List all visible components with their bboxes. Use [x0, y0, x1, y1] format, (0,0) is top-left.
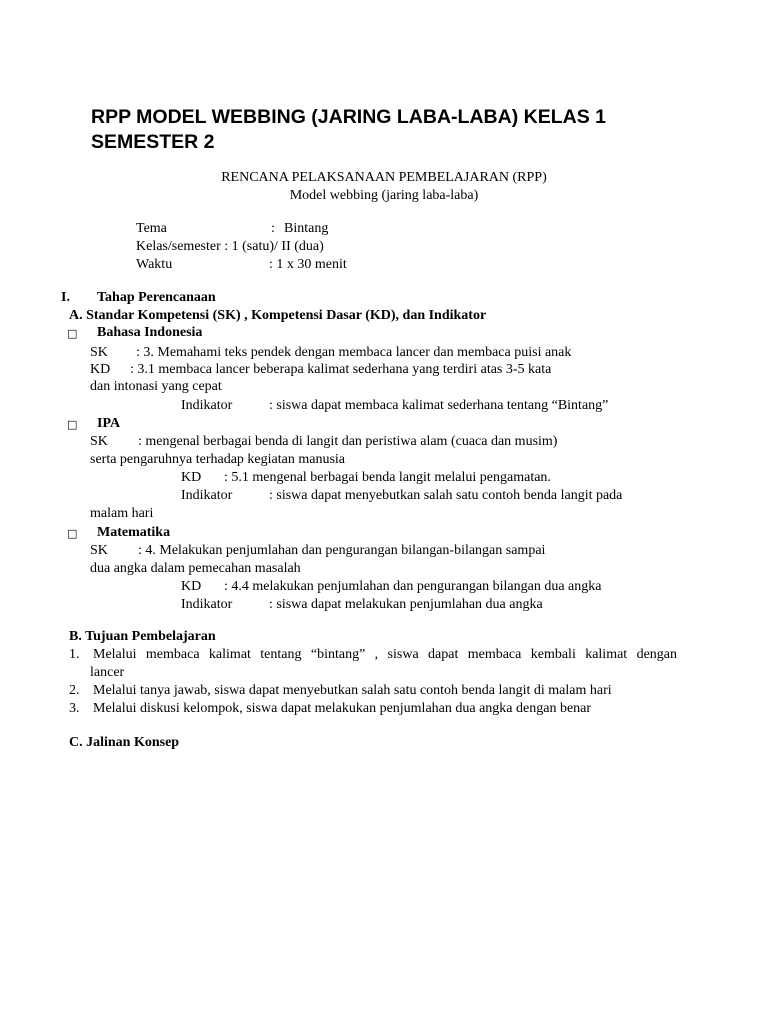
- ipa-indikator-text: : siswa dapat menyebutkan salah satu contoh benda langit pada: [269, 488, 623, 503]
- tema-value: Bintang: [284, 221, 329, 236]
- bahasa-sk-label: SK: [90, 345, 108, 360]
- subtitle-model: Model webbing (jaring laba-laba): [289, 188, 479, 203]
- bahasa-indikator-label: Indikator: [181, 398, 233, 413]
- subject-ipa: IPA: [97, 416, 121, 431]
- bahasa-kd-text: : 3.1 membaca lancer beberapa kalimat sederhana yang terdiri atas 3-5 kata: [130, 362, 552, 377]
- checkbox-bullet-icon: □: [67, 418, 78, 431]
- checkbox-bullet-icon: □: [67, 327, 78, 340]
- bahasa-sk-text: : 3. Memahami teks pendek dengan membaca lancer dan membaca puisi anak: [136, 345, 572, 360]
- checkbox-bullet-icon: □: [67, 527, 78, 540]
- section-1-number: I.: [61, 290, 70, 305]
- ipa-sk-label: SK: [90, 434, 108, 449]
- ipa-kd-text: : 5.1 mengenal berbagai benda langit melalui pengamatan.: [224, 470, 551, 485]
- tema-label: Tema: [136, 221, 167, 236]
- mat-sk-label: SK: [90, 543, 108, 558]
- ipa-kd-label: KD: [181, 470, 202, 485]
- waktu-value: : 1 x 30 menit: [269, 257, 347, 272]
- subtitle-rpp: RENCANA PELAKSANAAN PEMBELAJARAN (RPP): [221, 170, 547, 185]
- subject-bahasa-indonesia: Bahasa Indonesia: [97, 325, 203, 340]
- mat-sk-continuation: dua angka dalam pemecahan masalah: [90, 561, 301, 576]
- tema-separator: :: [271, 221, 275, 236]
- document-title: RPP MODEL WEBBING (JARING LABA-LABA) KELAS 1 SEMESTER 2: [91, 106, 606, 153]
- mat-indikator-text: : siswa dapat melakukan penjumlahan dua angka: [269, 597, 543, 612]
- mat-kd-label: KD: [181, 579, 202, 594]
- mat-kd-text: : 4.4 melakukan penjumlahan dan pengurangan bilangan dua angka: [224, 579, 602, 594]
- bahasa-kd-continuation: dan intonasi yang cepat: [90, 379, 222, 394]
- ipa-sk-text: : mengenal berbagai benda di langit dan peristiwa alam (cuaca dan musim): [138, 434, 558, 449]
- section-1-title: Tahap Perencanaan: [97, 290, 216, 305]
- ipa-indikator-label: Indikator: [181, 488, 233, 503]
- goal-text: Melalui tanya jawab, siswa dapat menyebutkan salah satu contoh benda langit di malam hari: [93, 683, 612, 698]
- mat-indikator-label: Indikator: [181, 597, 233, 612]
- bahasa-kd-label: KD: [90, 362, 111, 377]
- subject-matematika: Matematika: [97, 525, 171, 540]
- goal-text: Melalui diskusi kelompok, siswa dapat melakukan penjumlahan dua angka dengan benar: [93, 701, 592, 716]
- mat-sk-text: : 4. Melakukan penjumlahan dan pengurangan bilangan-bilangan sampai: [138, 543, 546, 558]
- goal-continuation: lancer: [90, 665, 125, 680]
- goal-number: 1.: [69, 647, 80, 662]
- section-a-title: A. Standar Kompetensi (SK) , Kompetensi Dasar (KD), dan Indikator: [69, 308, 487, 323]
- bahasa-indikator-text: : siswa dapat membaca kalimat sederhana tentang “Bintang”: [269, 398, 609, 413]
- kelas-semester: Kelas/semester : 1 (satu)/ II (dua): [136, 239, 324, 254]
- goal-number: 2.: [69, 683, 80, 698]
- section-c-title: C. Jalinan Konsep: [69, 735, 180, 750]
- goal-number: 3.: [69, 701, 80, 716]
- waktu-label: Waktu: [136, 257, 173, 272]
- ipa-sk-continuation: serta pengaruhnya terhadap kegiatan manusia: [90, 452, 346, 467]
- section-b-title: B. Tujuan Pembelajaran: [69, 629, 216, 644]
- goal-text: Melalui membaca kalimat tentang “bintang” , siswa dapat membaca kembali kalimat dengan: [93, 647, 677, 662]
- ipa-indikator-continuation: malam hari: [90, 506, 154, 521]
